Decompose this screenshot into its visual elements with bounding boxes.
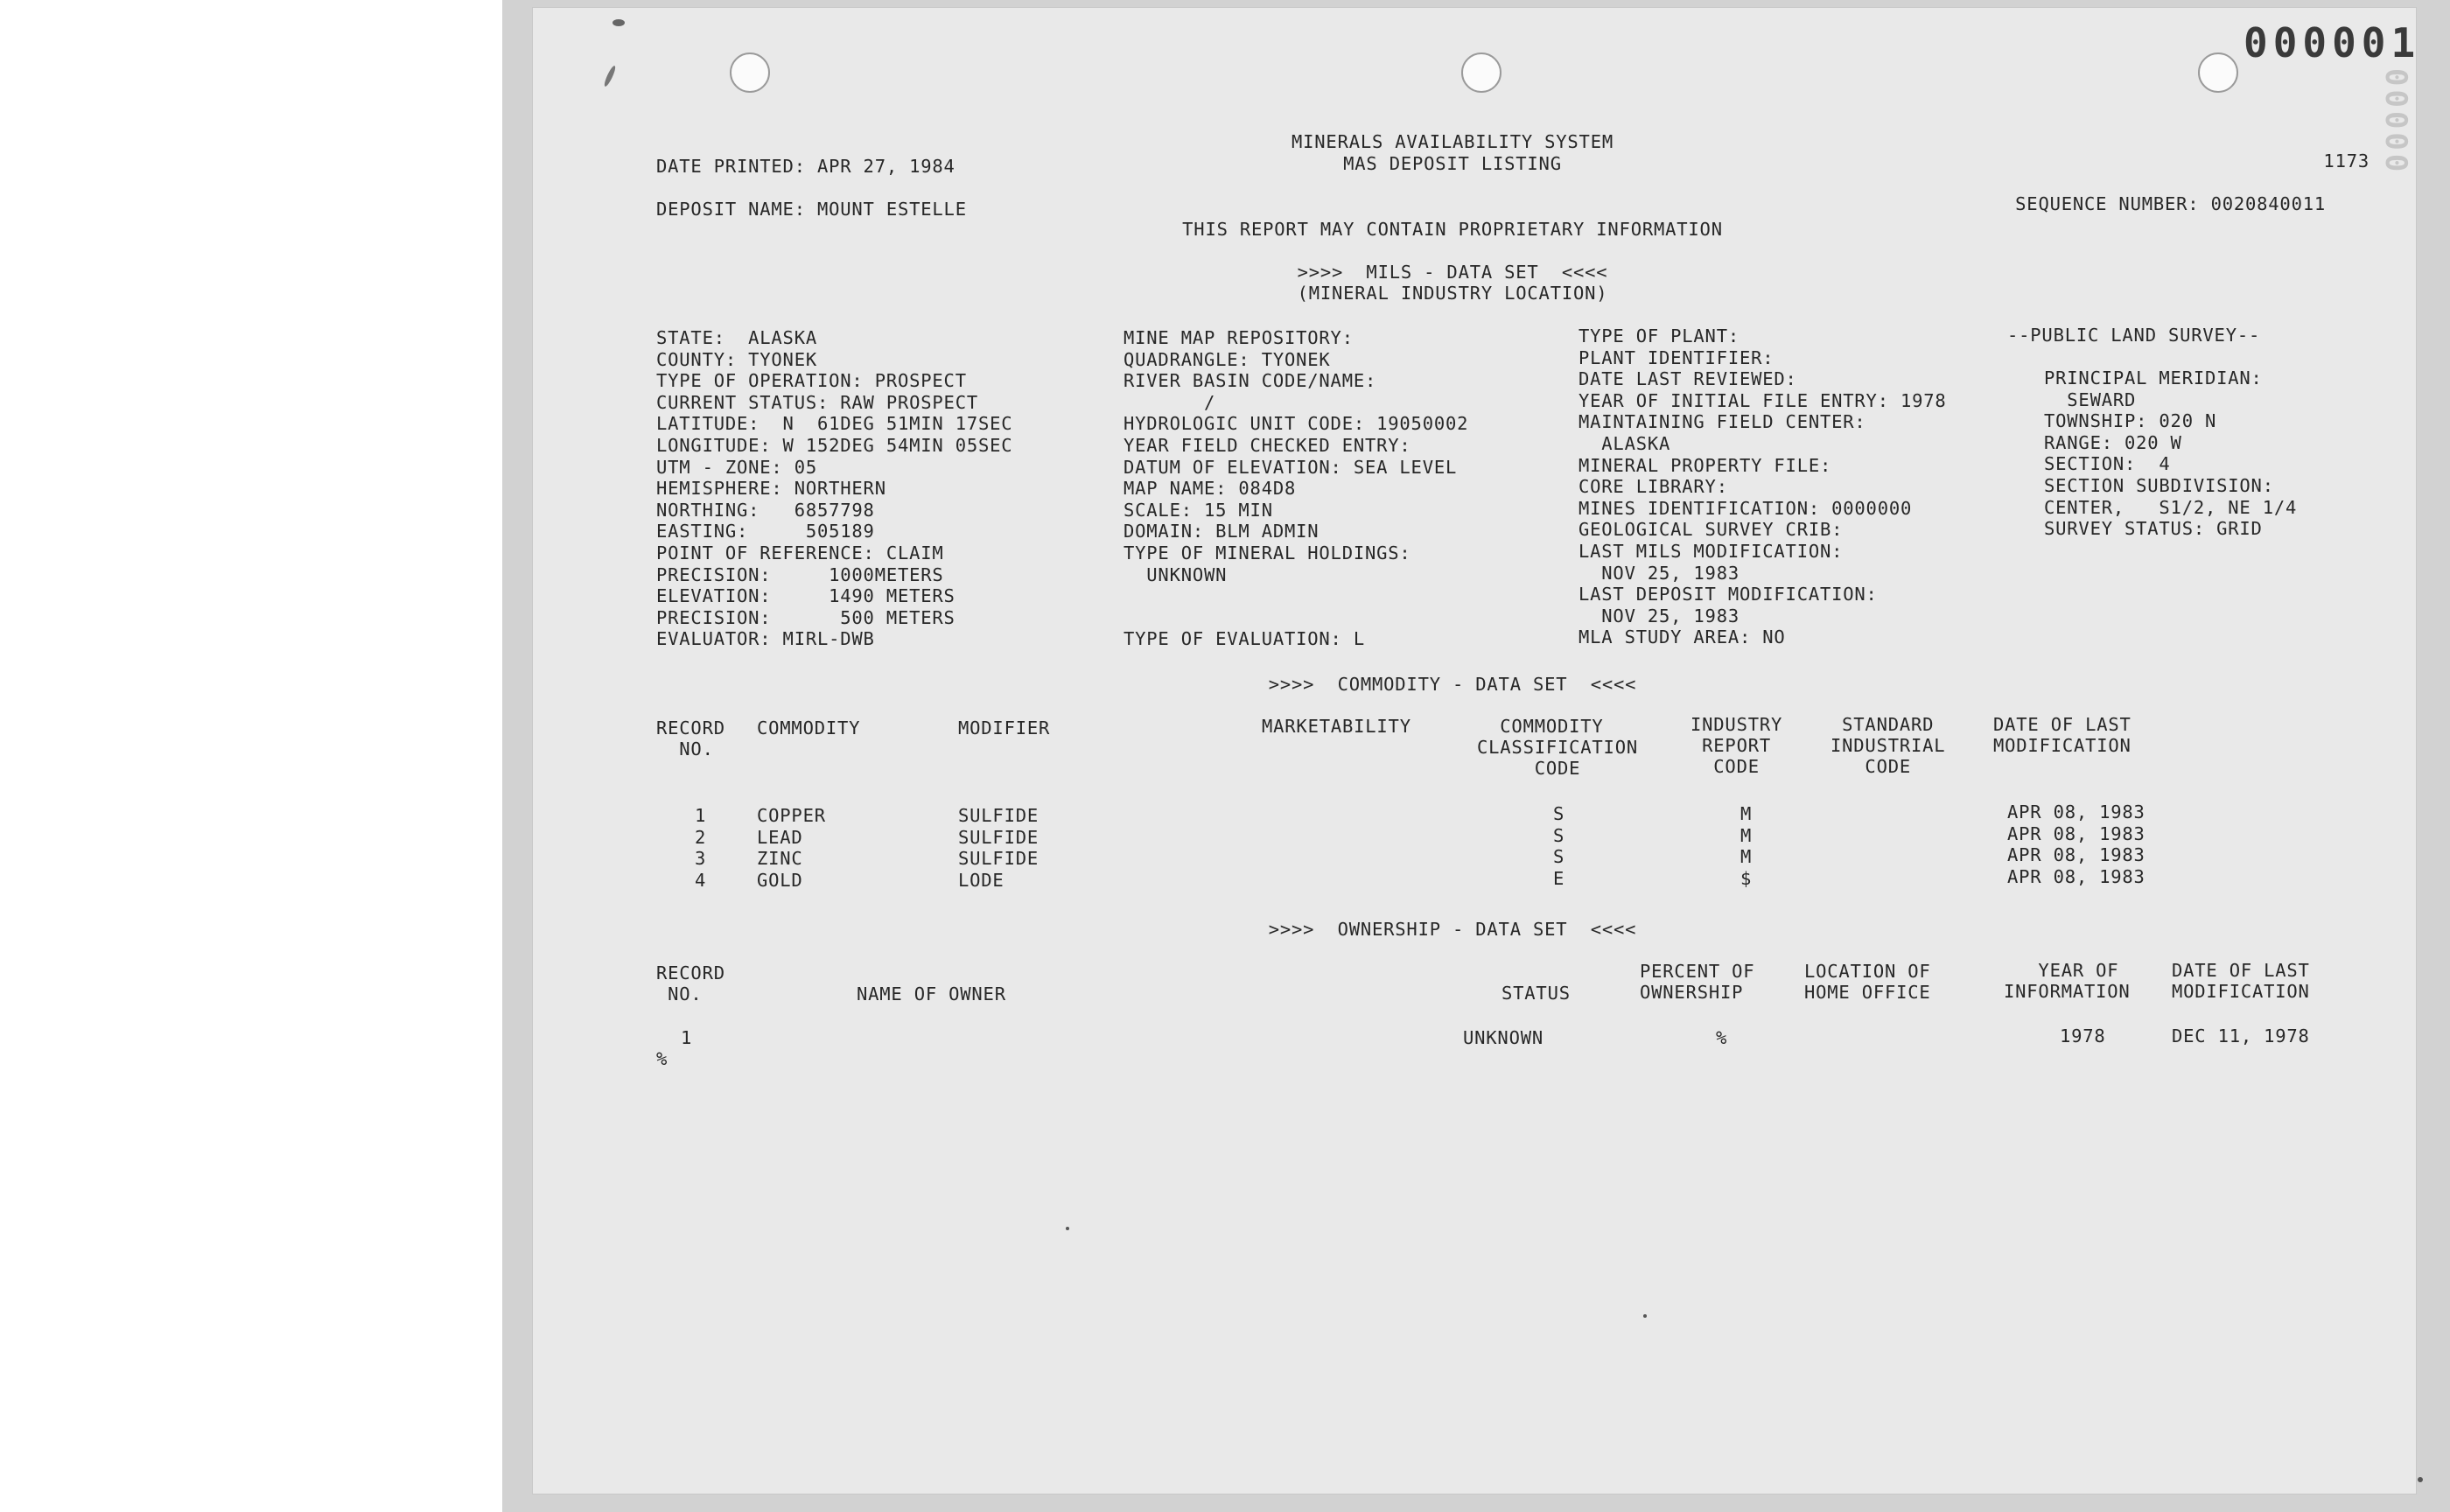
field-last-deposit-modification-value: NOV 25, 1983 bbox=[1578, 605, 1740, 626]
printout-page bbox=[532, 7, 2421, 1494]
field-type-of-plant: TYPE OF PLANT: bbox=[1578, 326, 1740, 346]
deposit-name: DEPOSIT NAME: MOUNT ESTELLE bbox=[656, 199, 967, 220]
field-domain: DOMAIN: BLM ADMIN bbox=[1124, 521, 1320, 542]
commodity-col-record: RECORD NO. bbox=[656, 718, 725, 760]
proprietary-notice: THIS REPORT MAY CONTAIN PROPRIETARY INFORMATION bbox=[1182, 219, 1723, 240]
field-maintaining-center-value: ALASKA bbox=[1578, 433, 1671, 454]
field-mines-identification: MINES IDENTIFICATION: 0000000 bbox=[1578, 497, 1913, 519]
sequence-number: SEQUENCE NUMBER: 0020840011 bbox=[2015, 193, 2326, 214]
field-mine-map-repository: MINE MAP REPOSITORY: bbox=[1124, 327, 1354, 348]
last-modification-date: APR 08, 1983 bbox=[2007, 844, 2146, 866]
classification-code: S bbox=[1553, 824, 1565, 846]
ownership-percent: % bbox=[1716, 1027, 1728, 1048]
scan-speck bbox=[1066, 1227, 1069, 1230]
field-maintaining-center: MAINTAINING FIELD CENTER: bbox=[1578, 411, 1866, 433]
industry-report-code: M bbox=[1740, 824, 1753, 846]
year-of-information: 1978 bbox=[2060, 1026, 2106, 1046]
last-modification-date: APR 08, 1983 bbox=[2007, 802, 2146, 822]
field-year-initial-entry: YEAR OF INITIAL FILE ENTRY: 1978 bbox=[1578, 389, 1947, 411]
field-type-of-evaluation: TYPE OF EVALUATION: L bbox=[1124, 628, 1365, 650]
date-printed: DATE PRINTED: APR 27, 1984 bbox=[656, 156, 956, 177]
field-elevation: ELEVATION: 1490 METERS bbox=[656, 585, 956, 607]
field-current-status: CURRENT STATUS: RAW PROSPECT bbox=[656, 391, 978, 413]
record-number: 1 bbox=[681, 1027, 693, 1048]
field-scale: SCALE: 15 MIN bbox=[1124, 499, 1273, 521]
field-survey-status: SURVEY STATUS: GRID bbox=[2044, 518, 2263, 540]
ownership-col-record: RECORD NO. bbox=[656, 962, 725, 1004]
field-hemisphere: HEMISPHERE: NORTHERN bbox=[656, 478, 886, 500]
classification-code: S bbox=[1553, 803, 1565, 824]
field-precision: PRECISION: 1000METERS bbox=[656, 564, 944, 585]
owner-note: % bbox=[656, 1048, 668, 1069]
mils-subheading: (MINERAL INDUSTRY LOCATION) bbox=[1297, 283, 1608, 304]
owner-status: UNKNOWN bbox=[1463, 1027, 1544, 1048]
document-stamp-number: 000001 bbox=[2244, 19, 2421, 66]
field-last-deposit-modification: LAST DEPOSIT MODIFICATION: bbox=[1578, 584, 1878, 606]
commodity-name: ZINC bbox=[757, 848, 803, 870]
field-river-basin: RIVER BASIN CODE/NAME: bbox=[1124, 370, 1377, 392]
field-last-mils-modification-value: NOV 25, 1983 bbox=[1578, 562, 1740, 584]
punch-hole-left bbox=[730, 52, 770, 93]
last-modification-date: DEC 11, 1978 bbox=[2172, 1026, 2310, 1046]
ownership-heading: >>>> OWNERSHIP - DATA SET <<<< bbox=[1268, 919, 1637, 940]
commodity-col-classification: COMMODITY CLASSIFICATION CODE bbox=[1477, 716, 1638, 779]
punch-hole-center bbox=[1461, 52, 1502, 93]
scan-speck bbox=[2418, 1477, 2423, 1482]
field-river-basin-value: / bbox=[1124, 391, 1216, 413]
field-geological-survey-crib: GEOLOGICAL SURVEY CRIB: bbox=[1578, 519, 1844, 541]
field-principal-meridian: PRINCIPAL MERIDIAN: bbox=[2044, 368, 2263, 388]
punch-hole-right bbox=[2198, 52, 2238, 93]
classification-code: E bbox=[1553, 867, 1565, 889]
field-principal-meridian-value: SEWARD bbox=[2044, 388, 2137, 410]
record-number: 2 bbox=[695, 826, 707, 848]
field-hydrologic-unit: HYDROLOGIC UNIT CODE: 19050002 bbox=[1124, 413, 1469, 435]
field-section: SECTION: 4 bbox=[2044, 453, 2171, 475]
field-section-subdivision: SECTION SUBDIVISION: bbox=[2044, 475, 2274, 496]
field-mineral-property-file: MINERAL PROPERTY FILE: bbox=[1578, 454, 1832, 476]
ownership-col-percent: PERCENT OF OWNERSHIP bbox=[1640, 961, 1755, 1003]
last-modification-date: APR 08, 1983 bbox=[2007, 865, 2146, 887]
mils-heading: >>>> MILS - DATA SET <<<< bbox=[1297, 262, 1608, 283]
field-easting: EASTING: 505189 bbox=[656, 521, 875, 542]
field-utm-zone: UTM - ZONE: 05 bbox=[656, 456, 817, 478]
commodity-col-commodity: COMMODITY bbox=[757, 718, 861, 738]
field-state: STATE: ALASKA bbox=[656, 327, 817, 348]
commodity-col-industry-report: INDUSTRY REPORT CODE bbox=[1690, 714, 1783, 777]
commodity-modifier: SULFIDE bbox=[958, 805, 1039, 826]
classification-code: S bbox=[1553, 846, 1565, 868]
record-number: 3 bbox=[695, 848, 707, 870]
field-evaluator: EVALUATOR: MIRL-DWB bbox=[656, 628, 875, 650]
public-land-survey-heading: --PUBLIC LAND SURVEY-- bbox=[2007, 325, 2261, 346]
commodity-name: GOLD bbox=[757, 869, 803, 891]
ownership-col-home-office: LOCATION OF HOME OFFICE bbox=[1804, 961, 1931, 1003]
field-latitude: LATITUDE: N 61DEG 51MIN 17SEC bbox=[656, 413, 1013, 435]
commodity-col-date: DATE OF LAST MODIFICATION bbox=[1993, 714, 2132, 756]
ownership-col-year: YEAR OF INFORMATION bbox=[2004, 960, 2131, 1002]
commodity-name: LEAD bbox=[757, 826, 803, 848]
commodity-heading: >>>> COMMODITY - DATA SET <<<< bbox=[1268, 674, 1637, 695]
field-plant-identifier: PLANT IDENTIFIER: bbox=[1578, 346, 1774, 368]
industry-report-code: M bbox=[1740, 846, 1753, 868]
last-modification-date: APR 08, 1983 bbox=[2007, 822, 2146, 844]
scan-speck bbox=[1643, 1314, 1647, 1318]
field-township: TOWNSHIP: 020 N bbox=[2044, 410, 2217, 432]
scan-mark bbox=[603, 65, 617, 88]
commodity-modifier: SULFIDE bbox=[958, 848, 1039, 870]
commodity-col-standard-industrial: STANDARD INDUSTRIAL CODE bbox=[1830, 714, 1946, 777]
industry-report-code: M bbox=[1740, 803, 1753, 824]
page-number: 1173 bbox=[2323, 150, 2370, 172]
field-northing: NORTHING: 6857798 bbox=[656, 499, 875, 521]
ownership-col-date: DATE OF LAST MODIFICATION bbox=[2172, 960, 2310, 1002]
industry-report-code: $ bbox=[1740, 867, 1753, 889]
field-map-name: MAP NAME: 084D8 bbox=[1124, 478, 1297, 500]
field-year-field-checked: YEAR FIELD CHECKED ENTRY: bbox=[1124, 435, 1411, 456]
commodity-modifier: SULFIDE bbox=[958, 826, 1039, 848]
field-longitude: LONGITUDE: W 152DEG 54MIN 05SEC bbox=[656, 435, 1013, 456]
commodity-col-modifier: MODIFIER bbox=[958, 718, 1051, 738]
ghost-stamp-number: 00000 bbox=[2378, 68, 2413, 176]
scan-mark bbox=[612, 19, 625, 26]
field-range: RANGE: 020 W bbox=[2044, 431, 2182, 453]
commodity-col-marketability: MARKETABILITY bbox=[1262, 716, 1411, 737]
ownership-col-owner-name: NAME OF OWNER bbox=[857, 984, 1006, 1004]
field-point-of-reference: POINT OF REFERENCE: CLAIM bbox=[656, 542, 944, 564]
commodity-modifier: LODE bbox=[958, 869, 1004, 891]
field-elevation-precision: PRECISION: 500 METERS bbox=[656, 606, 956, 628]
field-section-subdivision-value: CENTER, S1/2, NE 1/4 bbox=[2044, 496, 2298, 518]
field-quadrangle: QUADRANGLE: TYONEK bbox=[1124, 348, 1331, 370]
listing-title: MAS DEPOSIT LISTING bbox=[1343, 153, 1562, 174]
field-mla-study-area: MLA STUDY AREA: NO bbox=[1578, 626, 1786, 648]
record-number: 4 bbox=[695, 869, 707, 891]
commodity-name: COPPER bbox=[757, 805, 826, 826]
record-number: 1 bbox=[695, 805, 707, 826]
field-datum-elevation: DATUM OF ELEVATION: SEA LEVEL bbox=[1124, 456, 1458, 478]
field-date-last-reviewed: DATE LAST REVIEWED: bbox=[1578, 368, 1797, 390]
field-county: COUNTY: TYONEK bbox=[656, 348, 817, 370]
field-mineral-holdings-value: UNKNOWN bbox=[1124, 564, 1228, 585]
field-last-mils-modification: LAST MILS MODIFICATION: bbox=[1578, 541, 1844, 562]
system-title: MINERALS AVAILABILITY SYSTEM bbox=[1292, 131, 1614, 152]
field-core-library: CORE LIBRARY: bbox=[1578, 476, 1728, 498]
ownership-col-status: STATUS bbox=[1502, 983, 1571, 1004]
field-operation-type: TYPE OF OPERATION: PROSPECT bbox=[656, 370, 967, 392]
field-mineral-holdings: TYPE OF MINERAL HOLDINGS: bbox=[1124, 542, 1411, 564]
